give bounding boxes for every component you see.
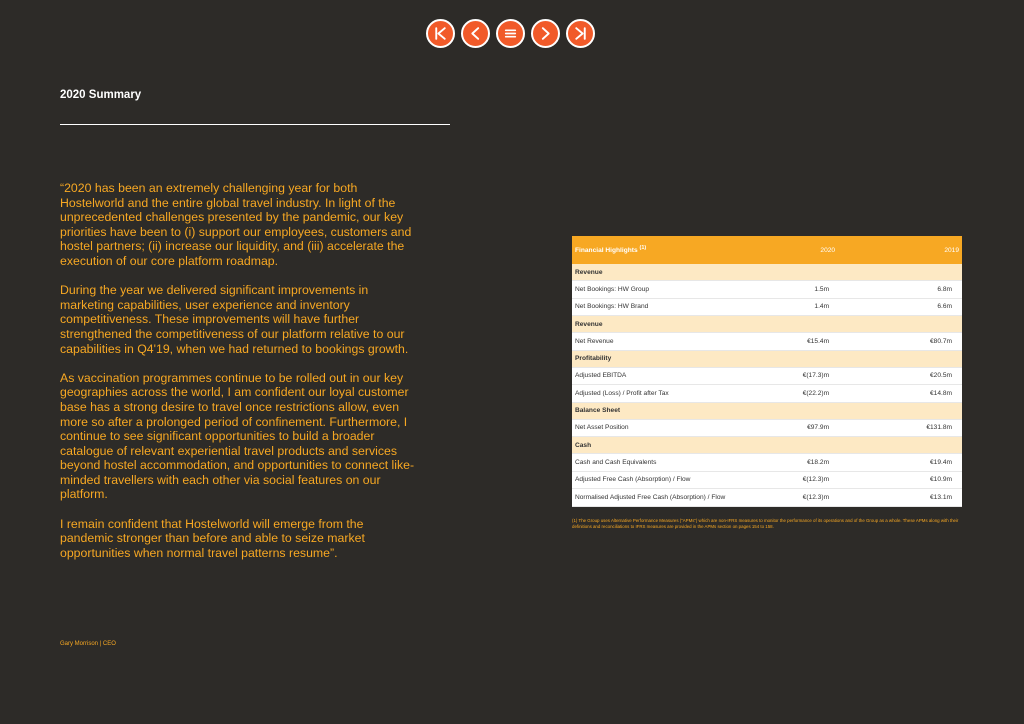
table-title	[572, 236, 770, 264]
section-label: Revenue	[572, 264, 962, 281]
statement-paragraph: “2020 has been an extremely challenging year for both Hostelworld and the entire global travel industry. In light of the unprecedented challenges presented by the pandemic, our key priorities have been to (i) support our employees, customers and hostel partners; (ii) increase our liquidity, and (iii) accelerate the execution of our core platform roadmap.	[60, 181, 412, 268]
value-2020: €(12.3)m	[770, 471, 913, 489]
section-label: Cash	[572, 437, 962, 454]
value-2020: €18.2m	[770, 454, 913, 472]
metric-label: Adjusted EBITDA	[572, 367, 770, 385]
value-2020: €(22.2)m	[770, 385, 913, 403]
statement-paragraph: I remain confident that Hostelworld will emerge from the pandemic stronger than before and able to seize market opportunities when normal travel patterns resume”.	[60, 516, 365, 560]
value-2019: 6.8m	[913, 281, 962, 299]
section-label: Profitability	[572, 350, 962, 367]
column-header-2019: 2019	[913, 236, 962, 264]
value-2019: €13.1m	[913, 489, 962, 507]
first-page-button[interactable]	[426, 19, 455, 48]
value-2019: 6.6m	[913, 298, 962, 316]
last-page-button[interactable]	[566, 19, 595, 48]
table-section-row	[572, 350, 962, 367]
section-label: Balance Sheet	[572, 402, 962, 419]
value-2020: €(17.3)m	[770, 367, 913, 385]
footnote-marker: (1)	[639, 245, 647, 252]
table-row	[572, 367, 962, 385]
table-footnote: (1) The Group uses Alternative Performance Measures (“APMs”) which are non-IFRS measures to monitor the performance of its operations and of the Group as a whole. These APMs along with their definitions and reconciliations to IFRS measures are provided in the APMs section on pages 154 to 158.	[572, 518, 959, 529]
value-2019: €14.8m	[913, 385, 962, 403]
value-2020: 1.5m	[770, 281, 913, 299]
value-2020: €(12.3)m	[770, 489, 913, 507]
table-section-row	[572, 264, 962, 281]
last-page-icon	[572, 25, 589, 42]
metric-label: Net Bookings: HW Group	[572, 281, 770, 299]
statement-paragraph: As vaccination programmes continue to be rolled out in our key geographies across the world, I am confident our loyal customer base has a strong desire to travel once restrictions allow, even more so after a prolonged period of confinement. Furthermore, I continue to see significant opportunities to build a broader catalogue of relevant experiential travel products and services beyond hostel accommodation, and opportunities to connect like-minded travellers with each other via social features on our platform.	[60, 370, 415, 502]
table-section-row	[572, 316, 962, 333]
metric-label: Adjusted Free Cash (Absorption) / Flow	[572, 471, 770, 489]
value-2020: €15.4m	[770, 333, 913, 351]
column-header-2020: 2020	[770, 236, 913, 264]
menu-button[interactable]	[496, 19, 525, 48]
section-label: Revenue	[572, 316, 962, 333]
table-section-row	[572, 437, 962, 454]
financial-highlights-table	[572, 236, 962, 507]
value-2019: €80.7m	[913, 333, 962, 351]
ceo-statement	[60, 181, 415, 575]
metric-label: Normalised Adjusted Free Cash (Absorption) / Flow	[572, 489, 770, 507]
title-divider	[60, 124, 450, 125]
next-page-button[interactable]	[531, 19, 560, 48]
table-row	[572, 298, 962, 316]
table-row	[572, 385, 962, 403]
table-row	[572, 471, 962, 489]
statement-paragraph: During the year we delivered significant improvements in marketing capabilities, user experience and inventory competitiveness. These improvements will have further strengthened the competitiveness of our platform relative to our capabilities in Q4'19, when we had returned to bookings growth.	[60, 283, 409, 356]
value-2019: €10.9m	[913, 471, 962, 489]
value-2020: €97.9m	[770, 419, 913, 437]
table-row	[572, 419, 962, 437]
metric-label: Adjusted (Loss) / Profit after Tax	[572, 385, 770, 403]
table-header-row	[572, 236, 962, 264]
value-2020: 1.4m	[770, 298, 913, 316]
chevron-right-icon	[537, 25, 554, 42]
metric-label: Net Revenue	[572, 333, 770, 351]
previous-page-button[interactable]	[461, 19, 490, 48]
table-row	[572, 281, 962, 299]
menu-icon	[502, 25, 519, 42]
table-section-row	[572, 402, 962, 419]
metric-label: Net Bookings: HW Brand	[572, 298, 770, 316]
metric-label: Net Asset Position	[572, 419, 770, 437]
table-row	[572, 333, 962, 351]
page-navigation	[426, 19, 595, 48]
page-title: 2020 Summary	[60, 89, 142, 101]
table-row	[572, 489, 962, 507]
value-2019: €20.5m	[913, 367, 962, 385]
table-title-label: Financial Highlights	[575, 247, 638, 255]
metric-label: Cash and Cash Equivalents	[572, 454, 770, 472]
value-2019: €131.8m	[913, 419, 962, 437]
table-row	[572, 454, 962, 472]
first-page-icon	[432, 25, 449, 42]
chevron-left-icon	[467, 25, 484, 42]
value-2019: €19.4m	[913, 454, 962, 472]
ceo-signature: Gary Morrison | CEO	[60, 641, 116, 647]
